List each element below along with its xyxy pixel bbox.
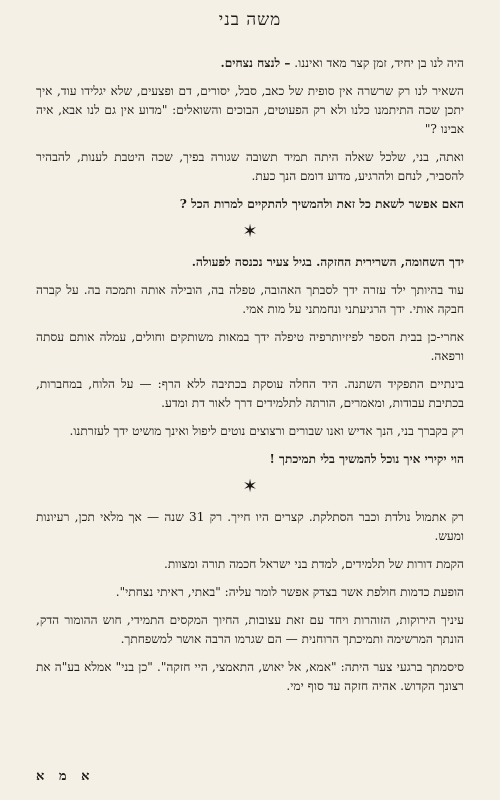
paragraph-7: אחרי-כן בבית הספר לפיזיותרפיה טיפלה ידך במאות משותקים וחולים, עמלה אותם עסתה ורפאה. xyxy=(36,330,464,363)
paragraph-1-bold: – לנצח נצחים. xyxy=(220,56,291,70)
paragraph-1-text: היה לנו בן יחיד, זמן קצר מאד ואיננו. xyxy=(290,56,464,70)
paragraph-10: הוי יקירי איך נוכל להמשיך בלי תמיכתך ! xyxy=(269,452,464,466)
paragraph-8: בינתיים התפקיד השתנה. היד החלה עוסקת בכתיבה ללא הרף: — על הלוח, במחברות, בכתיבת עבודות, ומאמרים, הורתה לתלמידים דרך לאור דת ומדע. xyxy=(36,377,464,410)
paragraph-2: השאיר לנו רק שרשרה אין סופית של כאב, סבל, יסורים, דם ופצעים, שלא יגלידו עוד, איך יתכן שכה התיתמנו כלנו ולא רק הפעוטים, הבוכים והשואלים: "מדוע אין גם לנו אבא, איה אבינו ?" xyxy=(36,84,464,136)
star-divider-icon: ✶ xyxy=(242,476,258,497)
paragraph-3: ואתה, בני, שלכל שאלה היתה תמיד תשובה שגורה בפיך, שכה היטבת לענות, להבהיר להסביר, לנחם ולהרגיע, מדוע דומם הנך כעת. xyxy=(36,150,464,183)
paragraph-1 xyxy=(36,54,464,73)
paragraph-5: ידך השחומה, השרירית החזקה. בגיל צעיר נכנסה לפעולה. xyxy=(191,255,464,269)
paragraph-11: רק אתמול נולדת וכבר הסתלקת. קצרים היו חייך. רק 31 שנה — אך מלאי תכן, רעיונות ומעש. xyxy=(36,510,464,543)
section-3 xyxy=(36,508,464,696)
paragraph-9: רק בקברך בני, הנך אדיש ואנו שבורים ורצוצים נוטים ליפול ואינך מושיט ידך לעזרתנו. xyxy=(69,424,464,438)
paragraph-4: האם אפשר לשאת כל זאת ולהמשיך להתקיים למרות הכל ? xyxy=(179,197,464,211)
paragraph-12: הקמת דורות של תלמידים, למדת בני ישראל חכמה תורה ומצוות. xyxy=(164,557,464,571)
star-divider-icon: ✶ xyxy=(242,221,258,242)
section-1 xyxy=(36,54,464,214)
paragraph-13: הופעת כדמות חולפת אשר בצדק אפשר לומר עליה: "באתי, ראיתי נצחתי". xyxy=(115,585,464,599)
page-title: משה בני xyxy=(218,10,282,30)
paragraph-15: סיסמתך ברגעי צער היתה: "אמא, אל יאוש, התאמצי, היי חזקה". "כן בני" אמלא בע"ה את רצונך הקדוש. אהיה חזקה עד סוף ימי. xyxy=(36,660,464,693)
section-2 xyxy=(36,253,464,469)
paragraph-14: עיניך הירוקות, הזוהרות ויחד עם זאת עצובות, החיוך המקסים התמידי, חוש ההומור הדק, הונתך המרשימה ותמיכתך הרוחנית — הם שגרמו הרבה אושר למשפחתך. xyxy=(36,613,464,646)
signature: א מ א xyxy=(36,769,95,784)
paragraph-6: עוד בהיותך ילד עזרה ידך לסבתך האהובה, טפלה בה, הובילה אותה ותמכה בה. על קברה חבקה אותי. ידך הרגיעתני ונחמתני על מות אמי. xyxy=(36,283,464,316)
